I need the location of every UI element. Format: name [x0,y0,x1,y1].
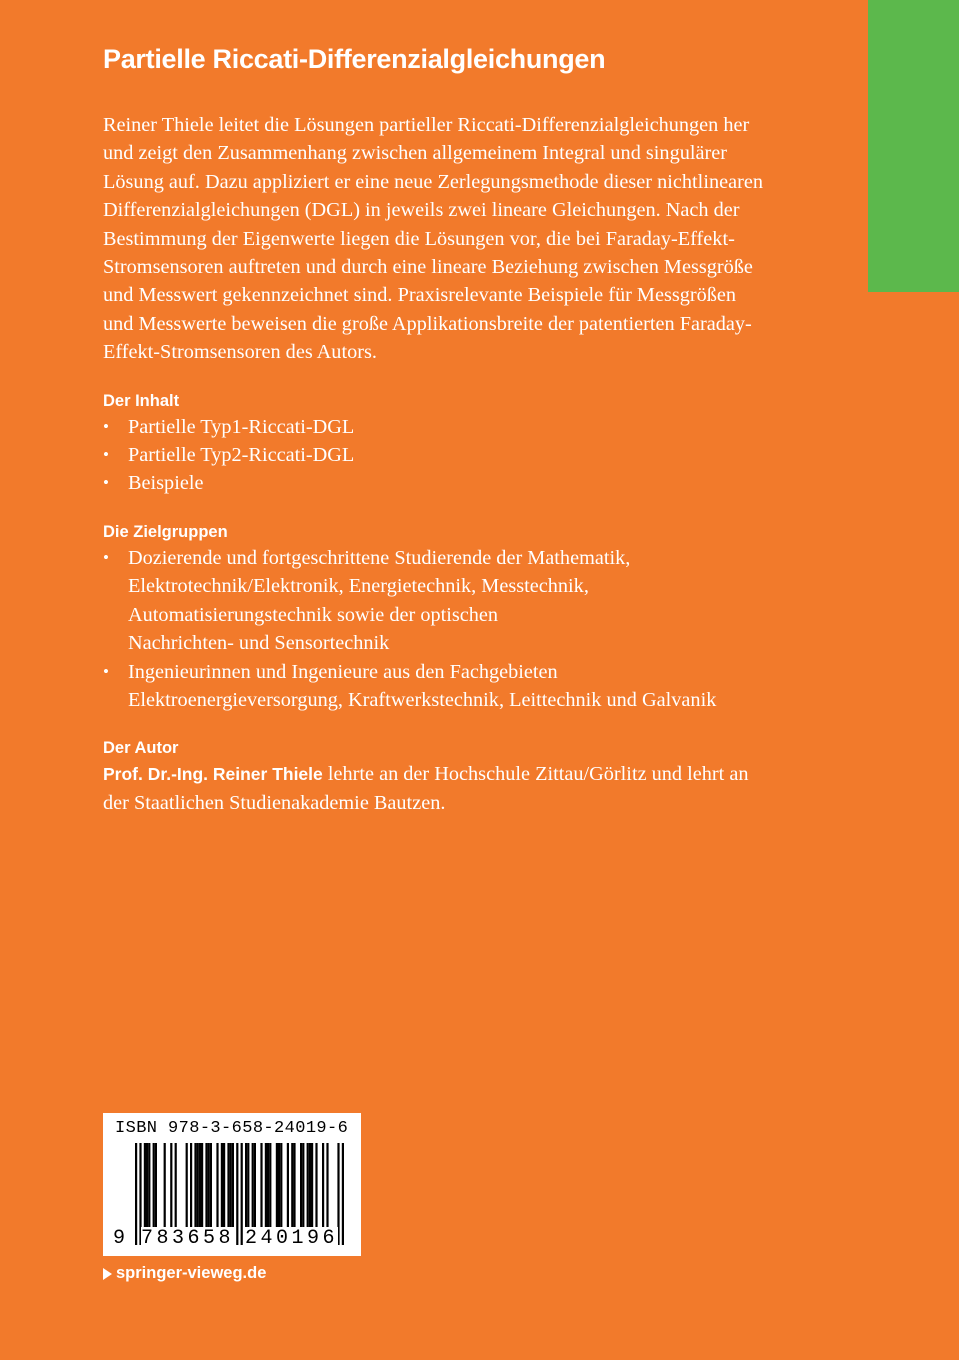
barcode-bar [144,1143,146,1231]
isbn-barcode [103,1113,361,1256]
book-title: Partielle Riccati-Differenzialgleichungen [103,44,606,74]
intro-line: und Messwerte beweisen die große Applikationsbreite der patentierten Faraday- [103,312,752,335]
publisher-url: springer-vieweg.de [116,1264,267,1282]
back-cover-content [103,44,823,817]
barcode-bar [322,1143,324,1231]
play-arrow-icon [103,1268,112,1280]
barcode-bar [201,1143,203,1231]
inhalt-list [103,413,823,498]
barcode-bar [278,1143,280,1231]
barcode-bar [293,1143,295,1231]
list-item: • Beispiele [103,469,823,497]
intro-line: Effekt-Stromsensoren des Autors. [103,341,377,364]
barcode-bar [194,1143,196,1231]
barcode-bar [205,1143,207,1231]
barcode-left-digits: 783658 [141,1227,235,1250]
barcode-bar [227,1143,229,1231]
barcode-bar [300,1143,302,1231]
barcode-bar [146,1143,148,1231]
barcode-bar [148,1143,150,1231]
isbn-label: ISBN 978-3-658-24019-6 [115,1119,349,1138]
list-item: • Partielle Typ1-Riccati-DGL [103,413,823,441]
author-name: Prof. Dr.-Ing. Reiner Thiele [103,764,323,785]
barcode-bar [135,1143,137,1245]
barcode-bar [241,1143,243,1245]
intro-line: Differenzialgleichungen (DGL) in jeweils zwei lineare Gleichungen. Nach der [103,199,740,222]
barcode-bar [175,1143,177,1231]
barcode-bar [186,1143,188,1231]
barcode-bar [208,1143,210,1231]
list-item: • Ingenieurinnen und Ingenieure aus den Fachgebieten Elektroenergieversorgung, Kraftwerkstechnik, Leittechnik und Galvanik [103,658,823,715]
barcode-bar [342,1143,344,1245]
intro-line: Lösung auf. Dazu appliziert er eine neue Zerlegungsmethode dieser nichtlinearen [103,170,763,193]
barcode-bar [164,1143,166,1231]
barcode-bar [265,1143,267,1231]
author-bio [103,760,823,817]
barcode-first-digit: 9 [113,1227,126,1250]
barcode-bar [276,1143,278,1231]
barcode-bar [153,1143,155,1231]
barcode-bar [311,1143,313,1231]
barcode-bar [269,1143,271,1231]
barcode-bar [245,1143,247,1231]
barcode-bar [170,1143,172,1231]
barcode-bar [190,1143,192,1231]
zielgruppen-list [103,544,823,714]
intro-line: und Messwert gekennzeichnet sind. Praxisrelevante Beispiele für Messgrößen [103,284,737,307]
inhalt-heading: Der Inhalt [103,391,180,410]
intro-line: und zeigt den Zusammenhang zwischen allgemeinem Integral und singulärer [103,142,728,165]
barcode-bar [267,1143,269,1231]
intro-paragraph [103,111,823,367]
barcode-bar [232,1143,234,1231]
barcode-bar [223,1143,225,1231]
list-item: • Dozierende und fortgeschrittene Studierende der Mathematik, Elektrotechnik/Elektronik, Energietechnik, Messtechnik, Automatisierungstechnik sowie der optischen Nachrichten- und Sensortechnik [103,544,823,658]
barcode-bar [221,1143,223,1231]
intro-line: Reiner Thiele leitet die Lösungen partieller Riccati-Differenzialgleichungen her [103,114,750,136]
intro-line: Stromsensoren auftreten und durch eine lineare Beziehung zwischen Messgröße [103,256,753,279]
barcode-bar [236,1143,238,1245]
barcode-bar [287,1143,289,1231]
barcode-bar [197,1143,199,1231]
publisher-link[interactable] [103,1264,266,1283]
barcode-bar [260,1143,262,1231]
barcode-bar [291,1143,293,1231]
intro-line: Bestimmung der Eigenwerte liegen die Lösungen vor, die bei Faraday-Effekt- [103,227,735,250]
barcode-bar [216,1143,218,1231]
green-accent-bar [868,0,959,292]
barcode-bar [247,1143,249,1231]
barcode-bar [315,1143,317,1231]
author-bio-text: lehrte an der Hochschule Zittau/Görlitz und lehrt an [322,763,749,786]
barcode-bar [309,1143,311,1231]
author-bio-text: der Staatlichen Studienakademie Bautzen. [103,791,446,814]
barcode-bar [254,1143,256,1231]
barcode-bar [302,1143,304,1231]
barcode-right-digits: 240196 [245,1227,339,1250]
zielgruppen-heading: Die Zielgruppen [103,522,228,541]
barcode-bar [199,1143,201,1231]
barcode-bar [155,1143,157,1231]
list-item: • Partielle Typ2-Riccati-DGL [103,441,823,469]
barcode-bar [326,1143,328,1231]
barcode-bar [280,1143,282,1231]
autor-heading: Der Autor [103,739,179,758]
barcode-bar [230,1143,232,1231]
barcode-bar [307,1143,309,1231]
barcode-bar [252,1143,254,1231]
barcode-bar [210,1143,212,1231]
